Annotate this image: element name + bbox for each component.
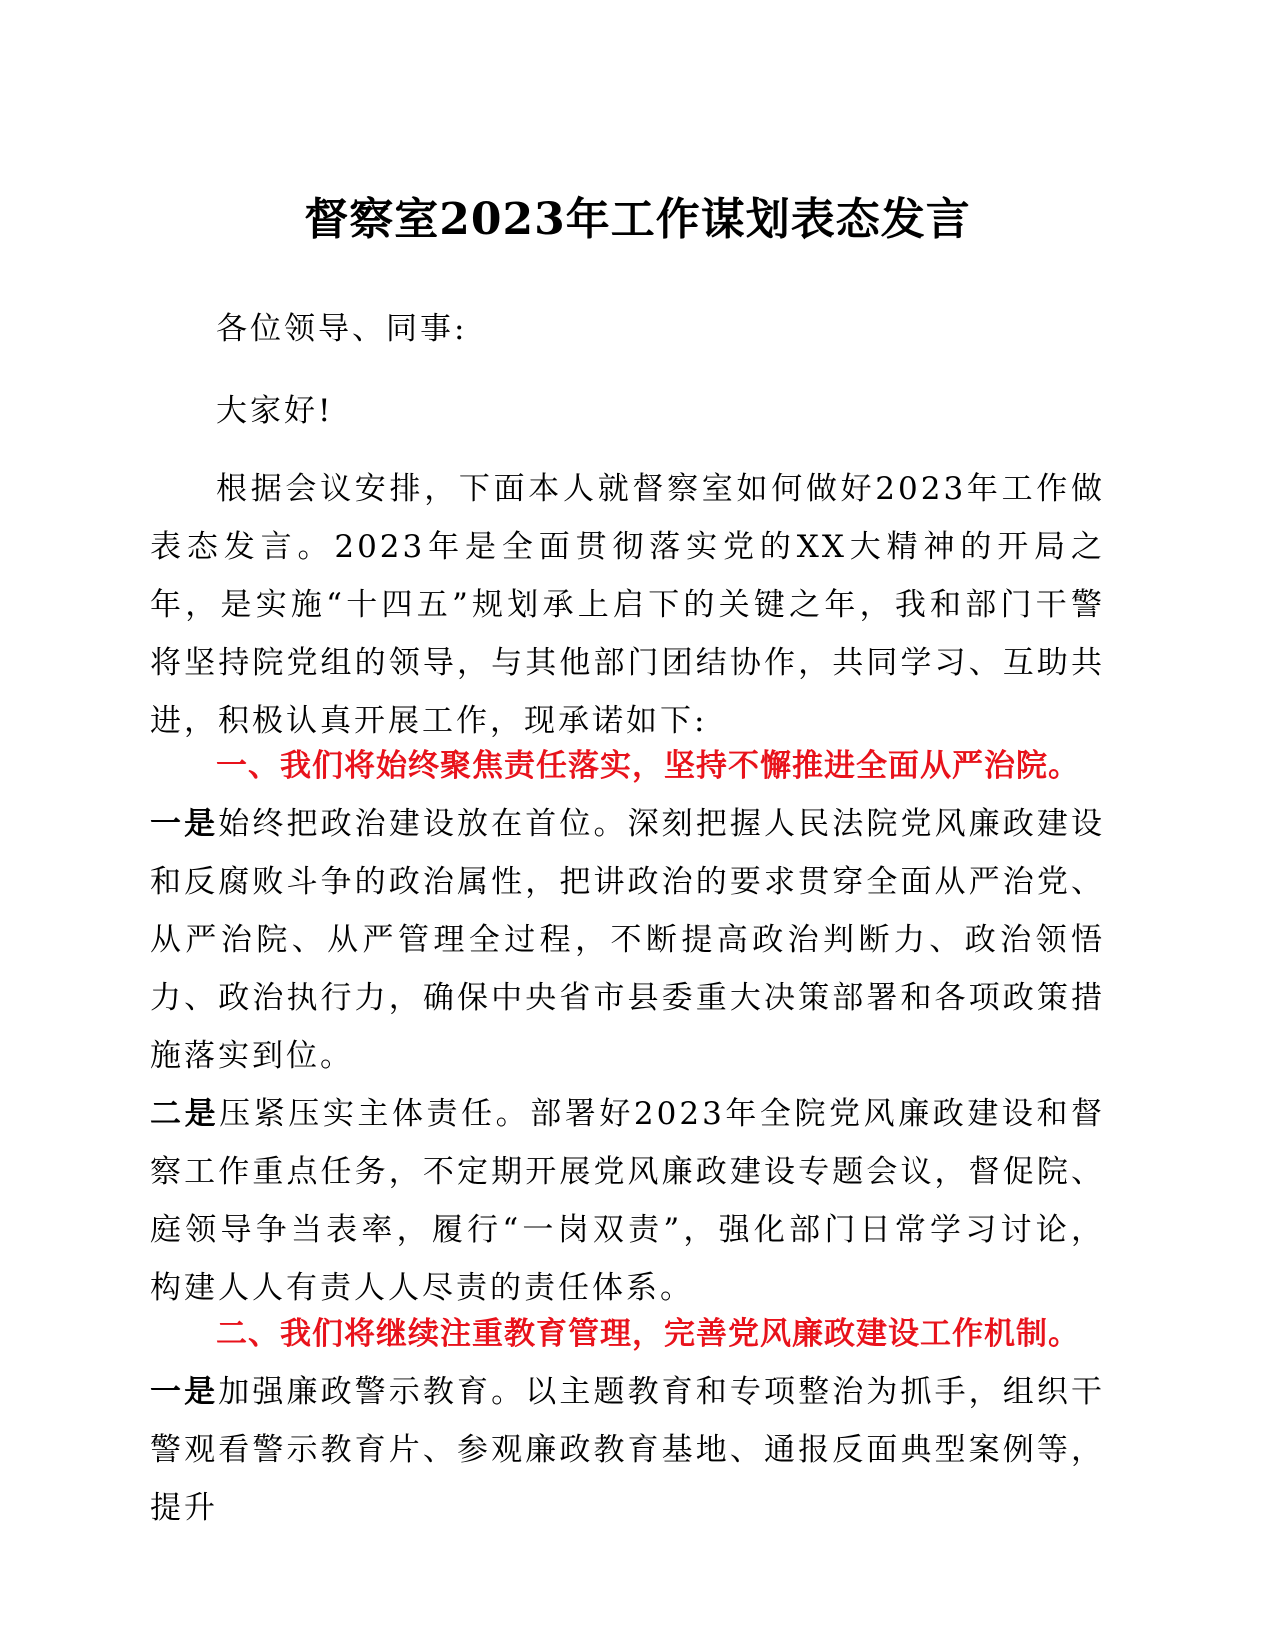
section-2-heading: 二、我们将继续注重教育管理，完善党风廉政建设工作机制。 bbox=[216, 1316, 1080, 1352]
section-1-heading: 一、我们将始终聚焦责任落实，坚持不懈推进全面从严治院。 bbox=[216, 748, 1080, 784]
document-title: 督察室2023年工作谋划表态发言 bbox=[304, 194, 971, 245]
greeting-line-2: 大家好! bbox=[216, 393, 334, 429]
item-text: 加强廉政警示教育。以主题教育和专项整治为抓手，组织干警观看警示教育片、参观廉政教育基地、通报反面典型案例等，提升 bbox=[150, 1374, 1106, 1526]
item-lead: 一是 bbox=[150, 806, 219, 842]
section-2-item-1 bbox=[150, 1363, 1105, 1537]
item-lead: 二是 bbox=[150, 1096, 220, 1132]
item-lead: 一是 bbox=[150, 1374, 219, 1410]
section-1-item-2 bbox=[150, 1085, 1105, 1317]
intro-paragraph: 根据会议安排，下面本人就督察室如何做好2023年工作做表态发言。2023年是全面贯彻落实党的XX大精神的开局之年，是实施“十四五”规划承上启下的关键之年，我和部门干警将坚持院党组的领导，与其他部门团结协作，共同学习、互助共进，积极认真开展工作，现承诺如下: bbox=[150, 471, 1105, 739]
item-text: 始终把政治建设放在首位。深刻把握人民法院党风廉政建设和反腐败斗争的政治属性，把讲政治的要求贯穿全面从严治党、从严治院、从严管理全过程，不断提高政治判断力、政治领悟力、政治执行力，确保中央省市县委重大决策部署和各项政策措施落实到位。 bbox=[150, 806, 1106, 1074]
section-1-item-1 bbox=[150, 795, 1105, 1085]
item-text: 压紧压实主体责任。部署好2023年全院党风廉政建设和督察工作重点任务，不定期开展党风廉政建设专题会议，督促院、庭领导争当表率，履行“一岗双责”，强化部门日常学习讨论，构建人人有责人人尽责的责任体系。 bbox=[150, 1096, 1106, 1306]
section-2-body bbox=[150, 1363, 1105, 1537]
section-1-body bbox=[150, 795, 1105, 1317]
greeting-line-1: 各位领导、同事: bbox=[216, 311, 468, 347]
